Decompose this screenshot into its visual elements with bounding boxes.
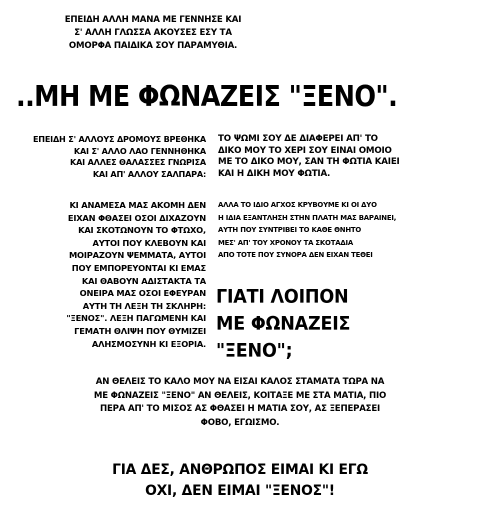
stanza-line: Η ΙΔΙΑ ΕΞΑΝΤΛΗΣΗ ΣΤΗΝ ΠΛΑΤΗ ΜΑΣ ΒΑΡΑΙΝΕΙ, <box>218 213 397 222</box>
stanza-line: ΜΕΣ' ΑΠ' ΤΟΥ ΧΡΟΝΟΥ ΤΑ ΣΚΟΤΑΔΙΑ <box>218 238 353 247</box>
stanza-line: ΑΠΟ ΤΟΤΕ ΠΟΥ ΣΥΝΟΡΑ ΔΕΝ ΕΙΧΑΝ ΤΕΘΕΙ <box>218 251 373 260</box>
stanza-line: ΚΑΙ Η ΔΙΚΗ ΜΟΥ ΦΩΤΙΑ. <box>218 168 331 179</box>
closing-stanza <box>0 460 480 502</box>
stanza-line: ΑΛΛΑ ΤΟ ΙΔΙΟ ΑΓΧΟΣ ΚΡΥΒΟΥΜΕ ΚΙ ΟΙ ΔΥΟ <box>218 201 377 209</box>
stanza-line: ΚΑΙ ΘΑΒΟΥΝ ΑΔΙΣΤΑΚΤΑ ΤΑ <box>81 275 206 286</box>
stanza-line: ΜΟΙΡΑΖΟΥΝ ΨΕΜΜΑΤΑ, ΑΥΤΟΙ <box>68 250 206 261</box>
right-stanza-1 <box>218 134 480 180</box>
stanza-line: ΑΝ ΘΕΛΕΙΣ ΤΟ ΚΑΛΟ ΜΟΥ ΝΑ ΕΙΣΑΙ ΚΑΛΟΣ ΣΤΑΜΑΤΑ ΤΩΡΑ ΝΑ <box>95 377 385 387</box>
stanza-line: ΟΝΕΙΡΑ ΜΑΣ ΟΣΟΙ ΕΦΕΥΡΑΝ <box>79 288 206 299</box>
stanza-line: ΕΠΕΙΔΗ Σ' ΑΛΛΟΥΣ ΔΡΟΜΟΥΣ ΒΡΕΘΗΚΑ <box>32 134 206 144</box>
stanza-line: ΑΥΤΗ ΤΗ ΛΕΞΗ ΤΗ ΣΚΛΗΡΗ: <box>82 300 206 311</box>
question-line: ΜΕ ΦΩΝΑΖΕΙΣ <box>216 313 351 335</box>
intro-stanza <box>0 14 306 53</box>
stanza-line: ΚΑΙ ΑΛΛΕΣ ΘΑΛΑΣΣΕΣ ΓΝΩΡΙΣΑ <box>70 157 206 168</box>
stanza-line: ΠΟΥ ΕΜΠΟΡΕΥΟΝΤΑΙ ΚΙ ΕΜΑΣ <box>71 262 206 273</box>
question-line: ΓΙΑΤΙ ΛΟΙΠΟΝ <box>216 286 349 308</box>
stanza-line: ΠΕΡΑ ΑΠ' ΤΟ ΜΙΣΟΣ ΑΣ ΦΘΑΣΕΙ Η ΜΑΤΙΑ ΣΟΥ, ΑΣ ΞΕΠΕΡΑΣΕΙ <box>99 404 381 414</box>
question-stanza <box>216 284 350 365</box>
intro-line: ΟΜΟΡΦΑ ΠΑΙΔΙΚΑ ΣΟΥ ΠΑΡΑΜΥΘΙΑ. <box>68 41 238 51</box>
stanza-line: ΚΑΙ Σ' ΑΛΛΟ ΛΑΟ ΓΕΝΝΗΘΗΚΑ <box>73 145 206 156</box>
bottom-stanza <box>60 376 420 430</box>
stanza-line: ΚΙ ΑΝΑΜΕΣΑ ΜΑΣ ΑΚΟΜΗ ΔΕΝ <box>69 200 206 210</box>
right-stanza-2 <box>218 199 480 262</box>
intro-line: ΕΠΕΙΔΗ ΑΛΛΗ ΜΑΝΑ ΜΕ ΓΕΝΝΗΣΕ ΚΑΙ <box>64 15 242 25</box>
stanza-line: ΕΙΧΑΝ ΦΘΑΣΕΙ ΟΣΟΙ ΔΙΧΑΖΟΥΝ <box>67 212 206 223</box>
stanza-line: ΑΥΤΟΙ ΠΟΥ ΚΛΕΒΟΥΝ ΚΑΙ <box>92 237 206 248</box>
stanza-line: ΜΕ ΤΟ ΔΙΚΟ ΜΟΥ, ΣΑΝ ΤΗ ΦΩΤΙΑ ΚΑΙΕΙ <box>218 157 400 168</box>
poem-headline: ..ΜΗ ΜΕ ΦΩΝΑΖΕΙΣ "ΞΕΝΟ". <box>16 80 398 114</box>
left-stanza-1 <box>0 134 206 180</box>
stanza-line: ΓΕΜΑΤΗ ΘΛΙΨΗ ΠΟΥ ΘΥΜΙΖΕΙ <box>74 325 206 336</box>
stanza-line: ΔΙΚΟ ΜΟΥ ΤΟ ΧΕΡΙ ΣΟΥ ΕΙΝΑΙ ΟΜΟΙΟ <box>218 145 392 156</box>
left-stanza-2 <box>0 199 206 350</box>
stanza-line: ΑΥΤΗ ΠΟΥ ΣΥΝΤΡΙΒΕΙ ΤΟ ΚΑΘΕ ΘΝΗΤΟ <box>218 226 362 235</box>
closing-line: ΓΙΑ ΔΕΣ, ΑΝΘΡΩΠΟΣ ΕΙΜΑΙ ΚΙ ΕΓΩ <box>112 462 368 478</box>
stanza-line: ΜΕ ΦΩΝΑΖΕΙΣ "ΞΕΝΟ" ΑΝ ΘΕΛΕΙΣ, ΚΟΙΤΑΞΕ ΜΕ ΣΤΑ ΜΑΤΙΑ, ΠΙΟ <box>93 390 387 401</box>
stanza-line: ΑΛΗΣΜΟΣΥΝΗ ΚΙ ΕΞΟΡΙΑ. <box>91 338 206 349</box>
question-line: "ΞΕΝΟ"; <box>216 340 293 362</box>
closing-line: ΟΧΙ, ΔΕΝ ΕΙΜΑΙ "ΞΕΝΟΣ"! <box>145 483 335 499</box>
stanza-line: ΚΑΙ ΑΠ' ΑΛΛΟΥ ΣΑΛΠΑΡΑ: <box>92 168 206 179</box>
stanza-line: "ΞΕΝΟΣ". ΛΕΞΗ ΠΑΓΩΜΕΝΗ ΚΑΙ <box>66 313 206 324</box>
intro-line: Σ' ΑΛΛΗ ΓΛΩΣΣΑ ΑΚΟΥΣΕΣ ΕΣΥ ΤΑ <box>74 28 232 38</box>
stanza-line: ΚΑΙ ΣΚΟΤΩΝΟΥΝ ΤΟ ΦΤΩΧΟ, <box>78 225 206 236</box>
stanza-line: ΦΟΒΟ, ΕΓΩΙΣΜΟ. <box>200 417 280 428</box>
stanza-line: ΤΟ ΨΩΜΙ ΣΟΥ ΔΕ ΔΙΑΦΕΡΕΙ ΑΠ' ΤΟ <box>218 134 378 144</box>
